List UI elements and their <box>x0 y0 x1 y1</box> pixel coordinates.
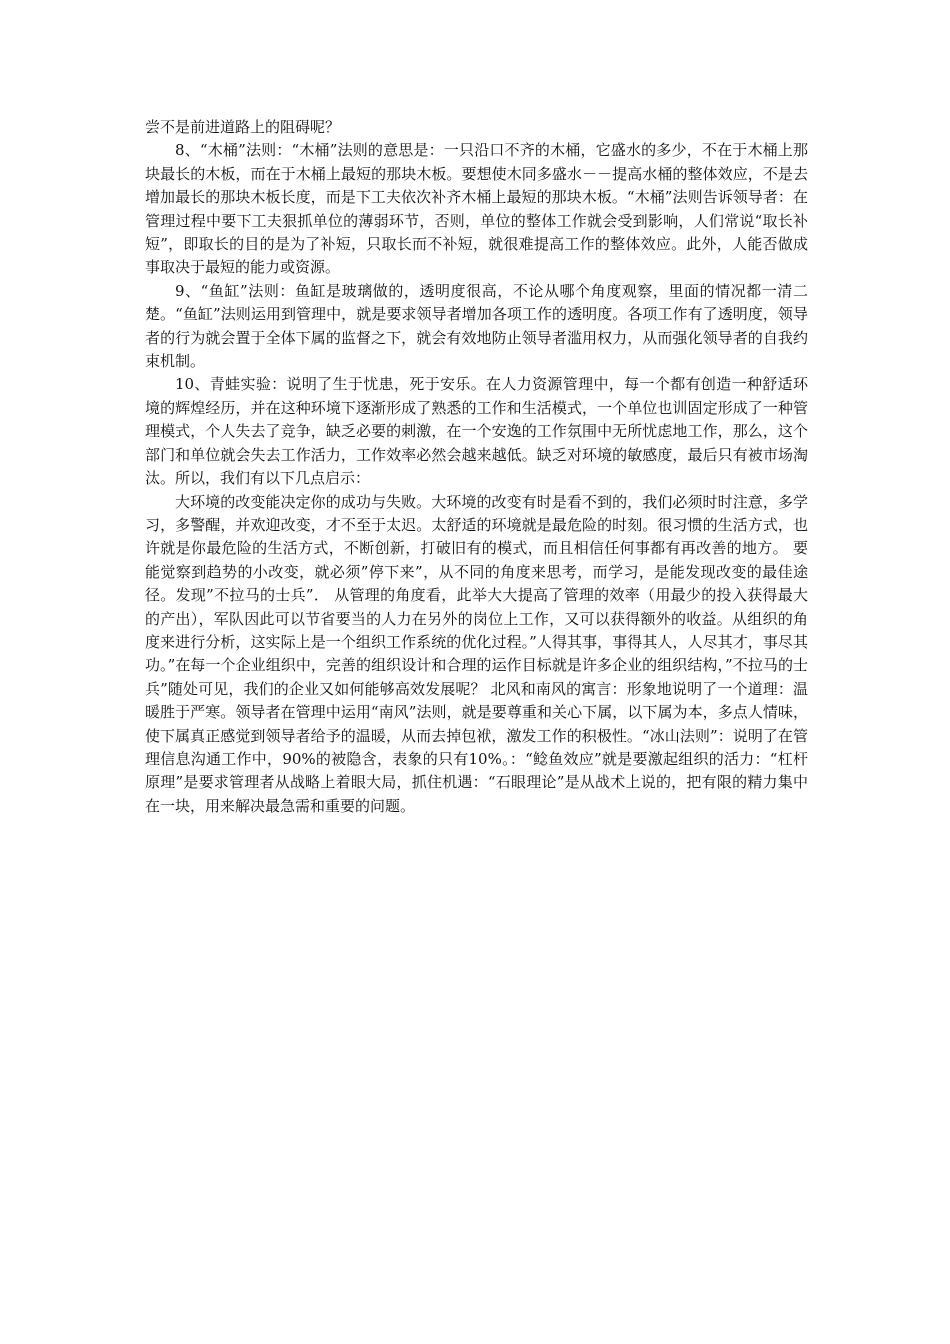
document-body <box>145 116 808 818</box>
paragraph-fishbowl-law: 9、“鱼缸”法则：鱼缸是玻璃做的，透明度很高，不论从哪个角度观察，里面的情况都一清二楚。“鱼缸”法则运用到管理中，就是要求领导者增加各项工作的透明度。各项工作有了透明度，领导者的行为就会置于全体下属的监督之下，就会有效地防止领导者滥用权力，从而强化领导者的自我约束机制。 <box>145 281 808 371</box>
paragraph-barrel-law: 8、“木桶”法则：“木桶”法则的意思是：一只沿口不齐的木桶，它盛水的多少，不在于木桶上那块最长的木板，而在于木桶上最短的那块木板。要想使木同多盛水－－提高水桶的整体效应，不是去增加最长的那块木板长度，而是下工夫依次补齐木桶上最短的那块木板。“木桶”法则告诉领导者：在管理过程中要下工夫狠抓单位的薄弱环节，否则，单位的整体工作就会受到影响，人们常说“取长补短”，即取长的目的是为了补短，只取长而不补短，就很难提高工作的整体效应。此外，人能否做成事取决于最短的能力或资源。 <box>145 141 808 277</box>
paragraph-continuation: 尝不是前进道路上的阻碍呢？ <box>145 118 341 136</box>
paragraph-frog-experiment: 10、青蛙实验：说明了生于忧患，死于安乐。在人力资源管理中，每一个都有创造一种舒适环境的辉煌经历，并在这种环境下逐渐形成了熟悉的工作和生活模式，一个单位也训固定形成了一种管理模式，个人失去了竞争，缺乏必要的刺激，在一个安逸的工作氛围中无所忧虑地工作，那么，这个部门和单位就会失去工作活力，工作效率必然会越来越低。缺乏对环境的敏感度，最后只有被市场淘汰。所以，我们有以下几点启示： <box>145 375 808 488</box>
paragraph-environment-lessons: 大环境的改变能决定你的成功与失败。大环境的改变有时是看不到的，我们必须时时注意，多学习，多警醒，并欢迎改变，才不至于太迟。太舒适的环境就是最危险的时刻。很习惯的生活方式，也许就是你最危险的生活方式，不断创新，打破旧有的模式，而且相信任何事都有再改善的地方。 要能觉察到趋势的小改变，就必须”停下来”，从不同的角度来思考，而学习，是能发现改变的最佳途径。发现”不拉马的士兵”． 从管理的角度看，此举大大提高了管理的效率（用最少的投入获得最大的产出），军队因此可以节省要当的人力在另外的岗位上工作，又可以获得额外的收益。从组织的角度来进行分析，这实际上是一个组织工作系统的优化过程。”人得其事，事得其人，人尽其才，事尽其功。”在每一个企业组织中，完善的组织设计和合理的运作目标就是许多企业的组织结构，”不拉马的士兵”随处可见，我们的企业又如何能够高效发展呢？ 北风和南风的寓言：形象地说明了一个道理：温暖胜于严寒。领导者在管理中运用“南风”法则，就是要尊重和关心下属，以下属为本，多点人情味，使下属真正感觉到领导者给予的温暖，从而去掉包袱，激发工作的积极性。“冰山法则”：说明了在管理信息沟通工作中，90%的被隐含，表象的只有10%。：“鲶鱼效应”就是要激起组织的活力：“杠杆原理”是要求管理者从战略上着眼大局，抓住机遇：“石眼理论”是从战术上说的，把有限的精力集中在一块，用来解决最急需和重要的问题。 <box>145 492 808 815</box>
